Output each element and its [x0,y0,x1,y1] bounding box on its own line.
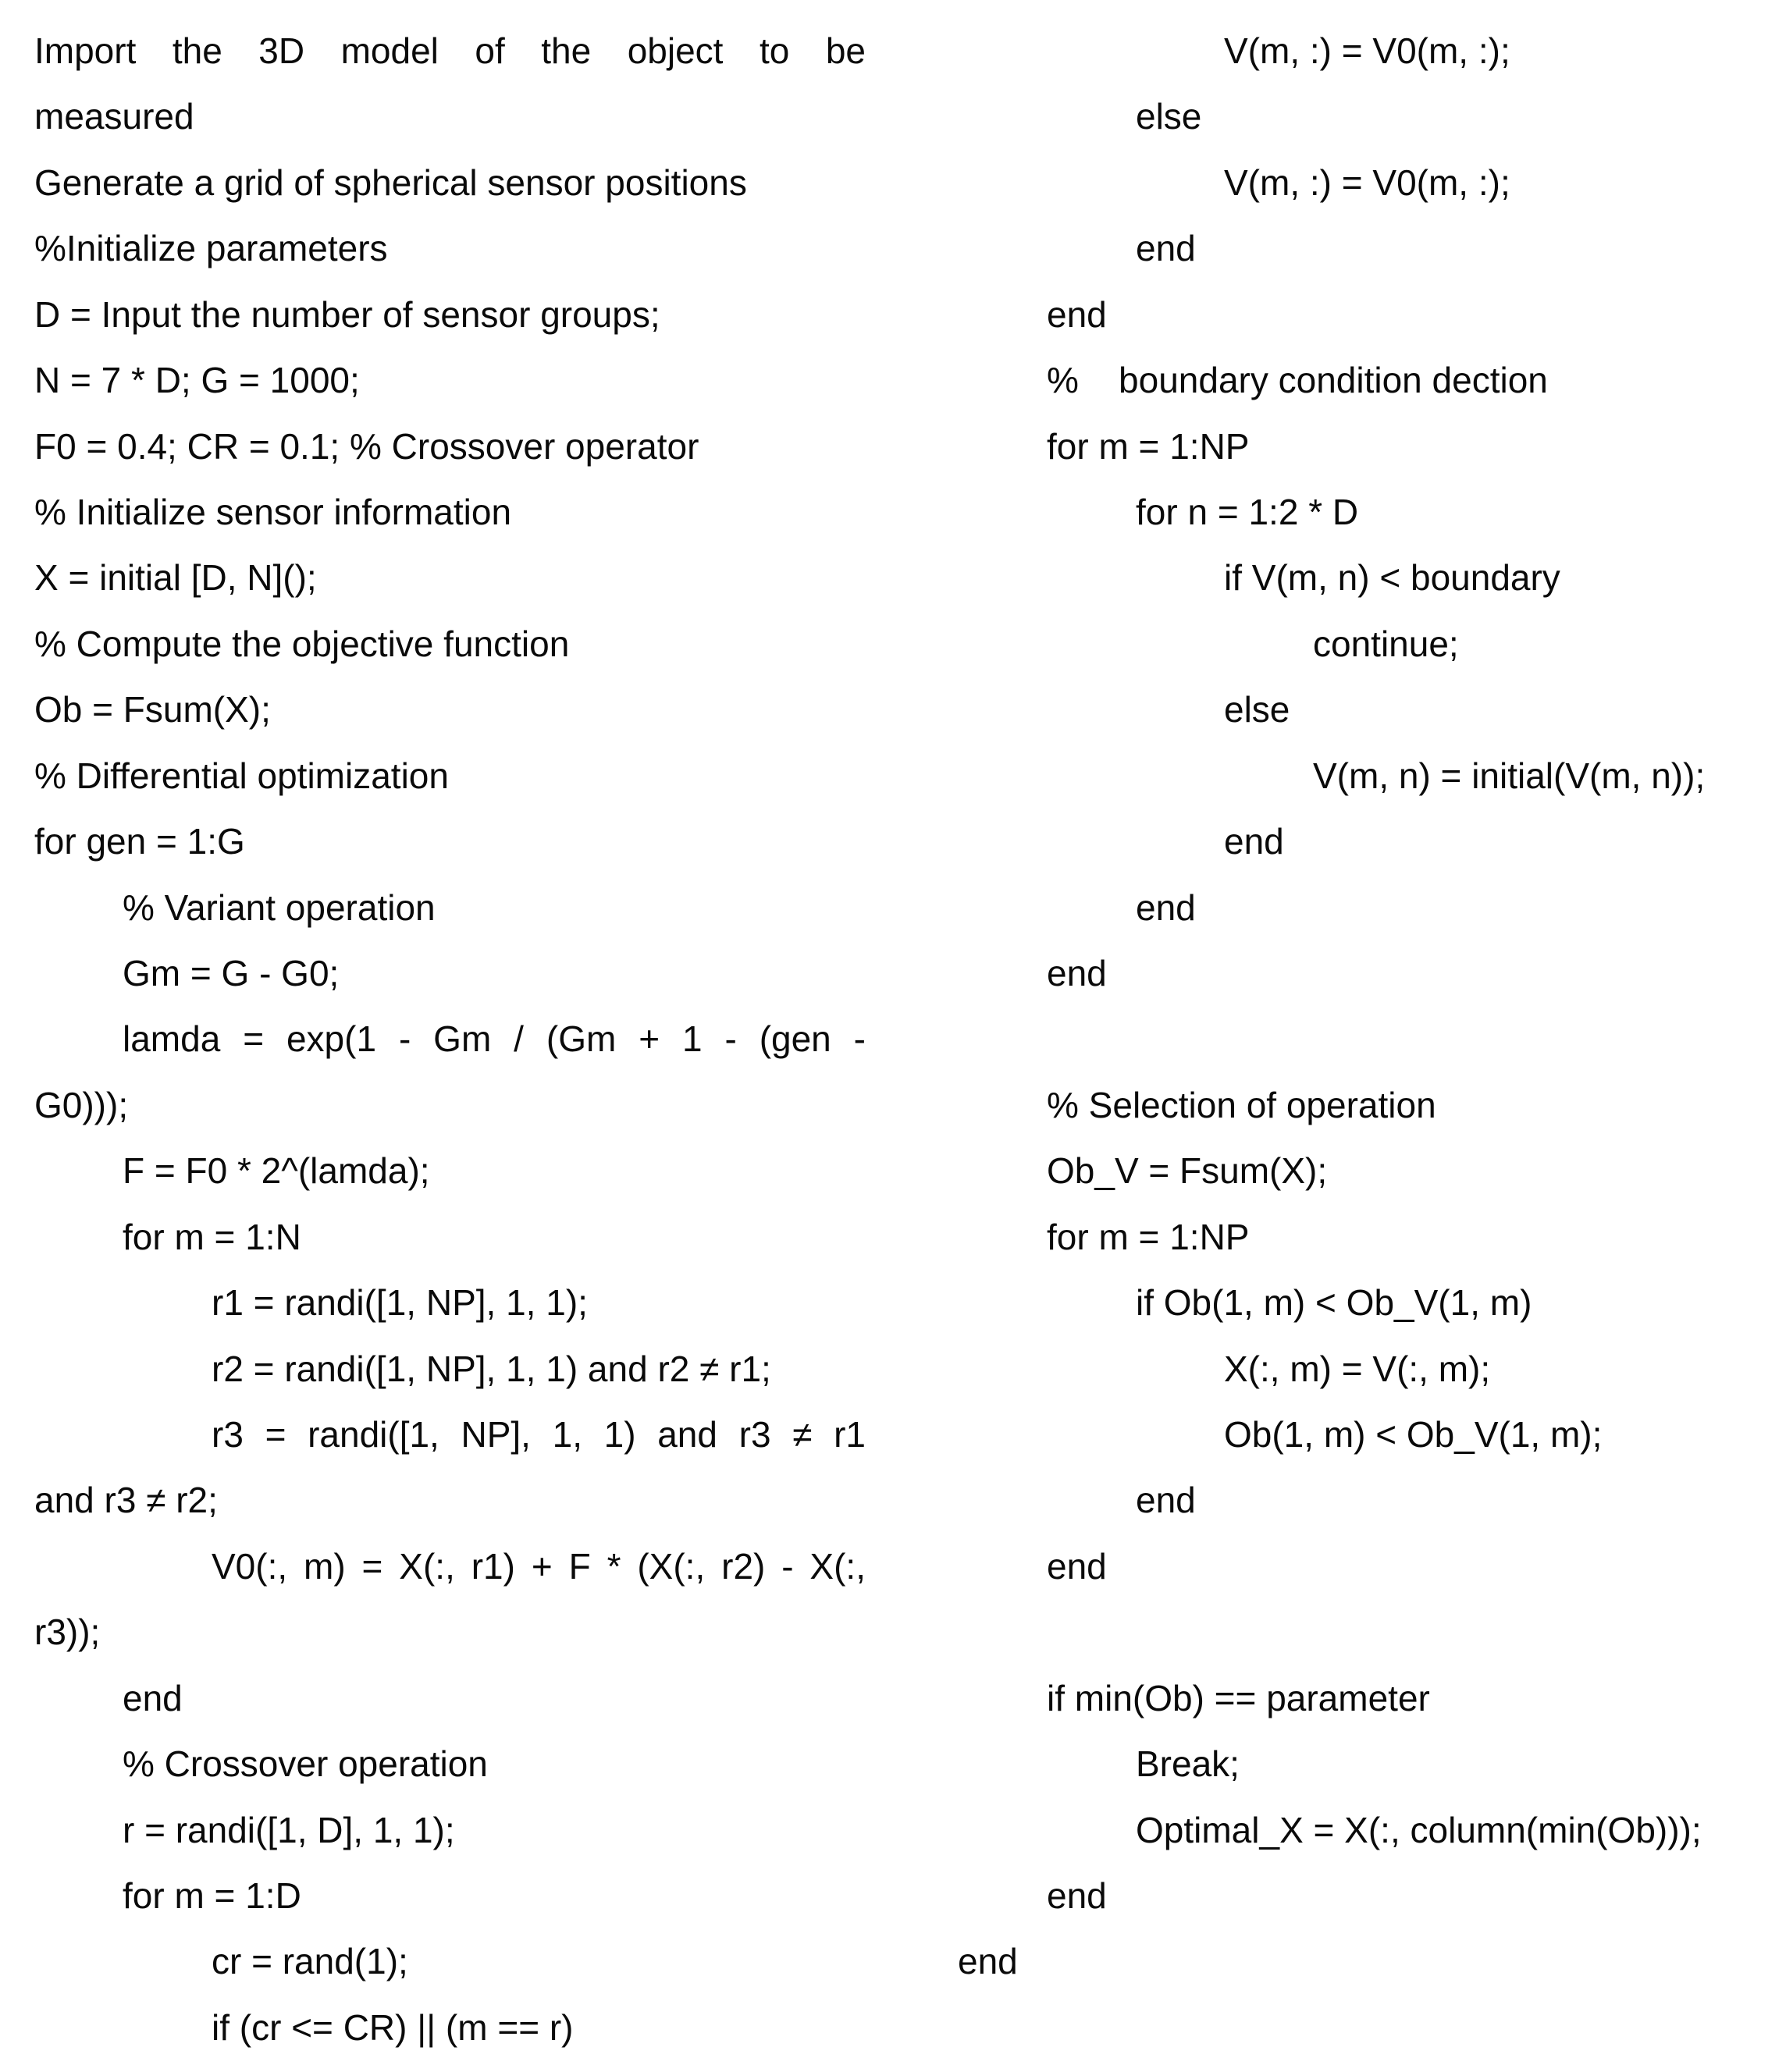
code-line-right: if V(m, n) < boundary [1224,557,1560,599]
code-line-right: V(m, n) = initial(V(m, n)); [1313,755,1706,796]
code-line-right: end [1136,887,1196,928]
code-line-left: measured [34,96,194,137]
code-line-left: lamda = exp(1 - Gm / (Gm + 1 - (gen - [123,1018,866,1060]
code-line-right: end [958,1941,1018,1982]
code-line-right: end [1047,953,1107,994]
code-line-right: V(m, :) = V0(m, :); [1224,162,1510,203]
code-line-left: % Variant operation [123,887,436,928]
code-line-right: if min(Ob) == parameter [1047,1677,1430,1718]
code-line-left: Import the 3D model of the object to be [34,30,866,71]
code-line-right: for m = 1:NP [1047,425,1250,467]
code-line-left: N = 7 * D; G = 1000; [34,360,360,401]
code-line-right: else [1136,96,1202,137]
code-line-right: else [1224,689,1290,730]
code-line-right: Optimal_X = X(:, column(min(Ob))); [1136,1809,1702,1850]
code-line-left: Generate a grid of spherical sensor positions [34,162,747,203]
code-line-left: X = initial [D, N](); [34,557,317,599]
code-line-left: r1 = randi([1, NP], 1, 1); [212,1282,588,1324]
code-line-left: % Crossover operation [123,1743,488,1785]
code-line-left: if (cr <= CR) || (m == r) [212,2006,574,2048]
code-line-left: G0))); [34,1084,129,1125]
code-line-left: cr = rand(1); [212,1941,408,1982]
code-line-left: F0 = 0.4; CR = 0.1; % Crossover operator [34,425,699,467]
code-line-right: Break; [1136,1743,1240,1785]
code-line-left: r = randi([1, D], 1, 1); [123,1809,455,1850]
code-line-left: % Compute the objective function [34,623,570,664]
code-line-right: if Ob(1, m) < Ob_V(1, m) [1136,1282,1532,1324]
code-line-right: X(:, m) = V(:, m); [1224,1348,1491,1389]
code-line-left: Ob = Fsum(X); [34,689,271,730]
code-line-left: r2 = randi([1, NP], 1, 1) and r2 ≠ r1; [212,1348,771,1389]
code-line-left: % Initialize sensor information [34,492,512,532]
code-line-left: and r3 ≠ r2; [34,1480,218,1521]
code-line-right: end [1136,228,1196,269]
code-line-left: F = F0 * 2^(lamda); [123,1150,430,1192]
code-line-right: continue; [1313,623,1459,664]
code-line-left: end [123,1677,183,1718]
code-line-right: for m = 1:NP [1047,1216,1250,1257]
code-line-left: for m = 1:N [123,1216,301,1257]
code-line-right: Ob_V = Fsum(X); [1047,1150,1328,1192]
code-line-left: %Initialize parameters [34,228,388,269]
code-line-left: r3 = randi([1, NP], 1, 1) and r3 ≠ r1 [212,1414,866,1455]
code-line-right: % Selection of operation [1047,1084,1436,1125]
code-line-left: % Differential optimization [34,755,449,796]
code-line-right: Ob(1, m) < Ob_V(1, m); [1224,1414,1603,1455]
code-line-right: end [1047,1875,1107,1917]
code-line-right: end [1047,293,1107,335]
code-line-left: V0(:, m) = X(:, r1) + F * (X(:, r2) - X(:, [212,1545,866,1587]
code-line-left: Gm = G - G0; [123,953,340,994]
code-line-right: V(m, :) = V0(m, :); [1224,30,1510,71]
code-line-left: for gen = 1:G [34,821,245,862]
code-line-left: D = Input the number of sensor groups; [34,293,660,335]
code-line-left: for m = 1:D [123,1875,301,1917]
code-line-right: for n = 1:2 * D [1136,492,1359,532]
code-line-right: % boundary condition dection [1047,360,1548,401]
code-line-right: end [1047,1545,1107,1587]
code-line-right: end [1136,1480,1196,1521]
code-line-right: end [1224,821,1284,862]
code-line-left: r3)); [34,1612,101,1653]
